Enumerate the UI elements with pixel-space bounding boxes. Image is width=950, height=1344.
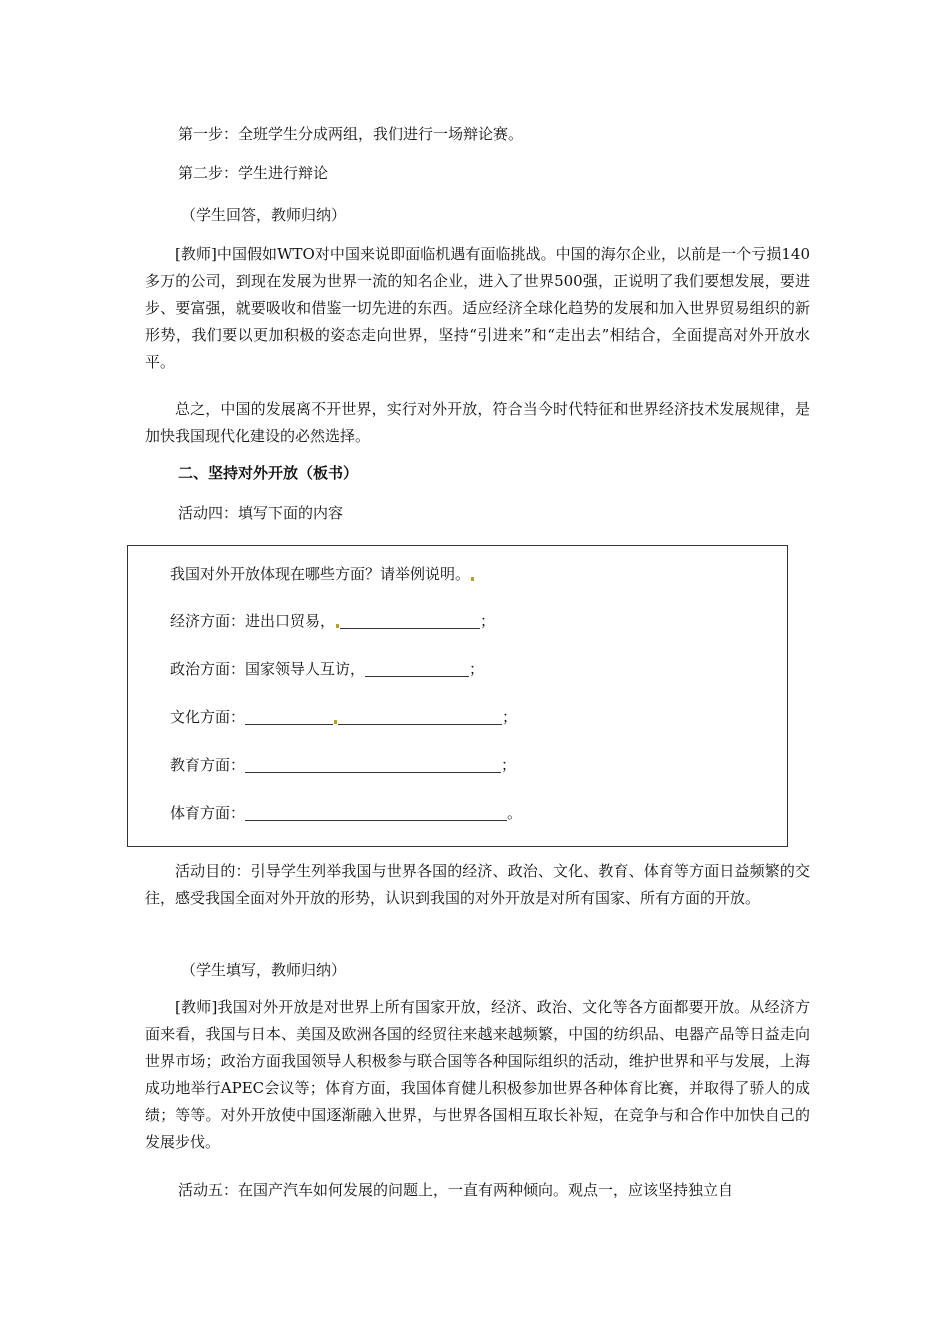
step-one-text: 第一步：全班学生分成两组，我们进行一场辩论赛。 — [178, 125, 524, 143]
education-label: 教育方面： — [170, 756, 246, 774]
summary-paragraph: 总之，中国的发展离不开世界，实行对外开放，符合当今时代特征和世界经济技术发展规律，是加快我国现代化建设的必然选择。 — [145, 400, 810, 445]
activity-five-text: 活动五：在国产汽车如何发展的问题上，一直有两种倾向。观点一，应该坚持独立自 — [178, 1181, 734, 1199]
section-heading: 二、坚持对外开放（板书） — [178, 464, 359, 482]
economy-row: 经济方面：进出口贸易， ； — [170, 612, 496, 630]
education-blank[interactable] — [245, 757, 501, 773]
culture-row: 文化方面： ； — [170, 708, 518, 726]
education-row: 教育方面： ； — [170, 756, 517, 774]
sports-label: 体育方面： — [170, 804, 246, 822]
note-student-answer: （学生回答，教师归纳） — [181, 206, 347, 224]
politics-blank[interactable] — [365, 661, 469, 677]
economy-blank[interactable] — [340, 613, 480, 629]
sports-row: 体育方面： 。 — [170, 804, 523, 822]
teacher-paragraph-2: [教师]我国对外开放是对世界上所有国家开放，经济、政治、文化等各方面都要开放。从经济方面来看，我国与日本、美国及欧洲各国的经贸往来越来越频繁，中国的纺织品、电器产品等日益走向世界市场；政治方面我国领导人积极参与联合国等各种国际组织的活动，维护世界和平与发展，上海成功地举行APEC会议等；体育方面，我国体育健儿积极参加世界各种体育比赛，并取得了骄人的成绩；等等。对外开放使中国逐渐融入世界，与世界各国相互取长补短，在竞争与和合作中加快自己的发展步伐。 — [145, 998, 810, 1151]
activity-four-text: 活动四：填写下面的内容 — [178, 504, 344, 522]
sports-blank[interactable] — [245, 805, 507, 821]
ink-mark — [334, 720, 337, 724]
activity-purpose-paragraph: 活动目的：引导学生列举我国与世界各国的经济、政治、文化、教育、体育等方面日益频繁的交往，感受我国全面对外开放的形势，认识到我国的对外开放是对所有国家、所有方面的开放。 — [145, 862, 810, 907]
politics-label: 政治方面：国家领导人互访， — [170, 660, 366, 678]
box-question: 我国对外开放体现在哪些方面？请举例说明。 — [170, 564, 475, 584]
culture-label: 文化方面： — [170, 708, 246, 726]
note-student-fill: （学生填写，教师归纳） — [181, 961, 347, 979]
culture-blank-2[interactable] — [338, 709, 502, 725]
ink-mark — [336, 624, 339, 628]
teacher-paragraph-1: [教师]中国假如WTO对中国来说即面临机遇有面临挑战。中国的海尔企业，以前是一个亏损140多万的公司，到现在发展为世界一流的知名企业，进入了世界500强，正说明了我们要想发展，要进步、要富强，就要吸收和借鉴一切先进的东西。适应经济全球化趋势的发展和加入世界贸易组织的新形势，我们要以更加积极的姿态走向世界，坚持“引进来”和“走出去”相结合，全面提高对外开放水平。 — [145, 245, 810, 371]
culture-blank[interactable] — [245, 709, 333, 725]
fill-in-box — [127, 545, 788, 847]
step-two-text: 第二步：学生进行辩论 — [178, 164, 329, 182]
politics-row: 政治方面：国家领导人互访， ； — [170, 660, 485, 678]
economy-label: 经济方面：进出口贸易， — [170, 612, 336, 630]
ink-mark — [471, 577, 474, 581]
